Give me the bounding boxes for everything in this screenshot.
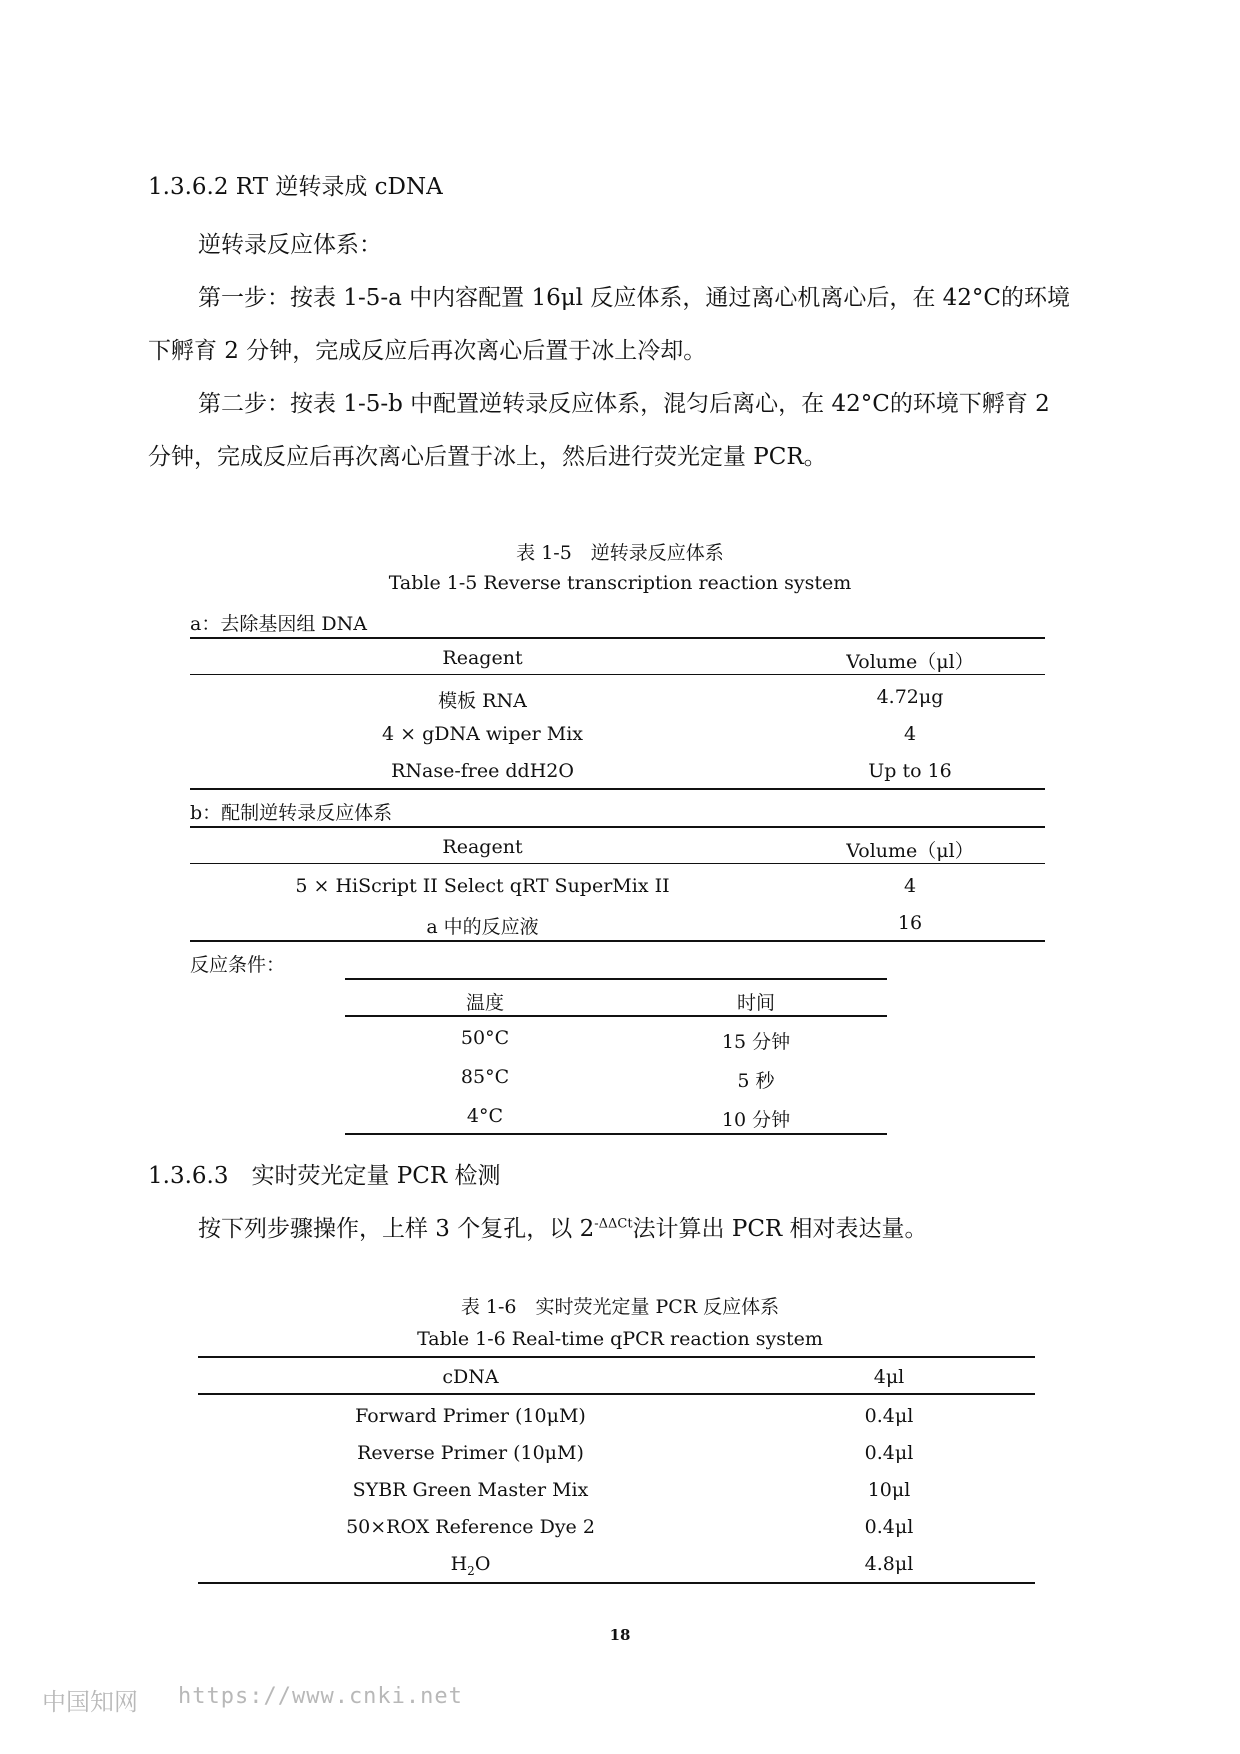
cond-row-time: 10 分钟	[721, 1109, 791, 1131]
reaction-conditions-label: 反应条件：	[190, 954, 286, 976]
paragraph-qpcr-method	[198, 1210, 928, 1243]
page-number: 18	[609, 1626, 631, 1644]
table16-row-volume: 0.4μl	[864, 1405, 914, 1427]
table15-b-bottom-rule	[190, 940, 1045, 942]
table16-row-reagent	[198, 1553, 743, 1578]
table16-row-reagent: Reverse Primer (10μM)	[357, 1442, 584, 1464]
table15-a-row-reagent: 模板 RNA	[438, 690, 527, 712]
table15-a-row-volume: Up to 16	[868, 760, 952, 782]
table15-b-header-volume: Volume（μl）	[846, 840, 974, 862]
table16-row-volume: 0.4μl	[864, 1516, 914, 1538]
h2o-base: H	[450, 1553, 468, 1575]
table15-b-row-reagent: 5 × HiScript II Select qRT SuperMix II	[295, 875, 670, 897]
cond-row-temperature: 85°C	[460, 1066, 510, 1088]
table15-b-row-volume: 16	[897, 912, 923, 934]
cond-row-time: 15 分钟	[721, 1031, 791, 1053]
table16-header-volume: 4μl	[873, 1366, 905, 1388]
paragraph-step1-line2: 下孵育 2 分钟，完成反应后再次离心后置于冰上冷却。	[148, 338, 707, 364]
table15-b-top-rule	[190, 826, 1045, 828]
table15-a-row-reagent: RNase-free ddH2O	[391, 760, 574, 782]
table15-a-top-rule	[190, 637, 1045, 639]
table15-a-header-reagent: Reagent	[442, 647, 523, 669]
table16-row-volume: 4.8μl	[864, 1553, 914, 1575]
watermark-site-name: 中国知网	[42, 1688, 138, 1716]
qpcr-text-superscript: -ΔΔCt	[594, 1216, 633, 1232]
table16-caption-en: Table 1-6 Real-time qPCR reaction system	[417, 1328, 823, 1350]
table15-a-label: a：去除基因组 DNA	[190, 613, 367, 635]
cond-row-temperature: 50°C	[460, 1027, 510, 1049]
table15-b-header-reagent: Reagent	[442, 836, 523, 858]
table16-row-reagent: 50×ROX Reference Dye 2	[346, 1516, 595, 1538]
table15-b-label: b：配制逆转录反应体系	[190, 802, 393, 824]
table15-a-bottom-rule	[190, 788, 1045, 790]
table15-b-header-rule	[190, 863, 1045, 864]
h2o-tail: O	[474, 1553, 491, 1575]
table15-a-header-volume: Volume（μl）	[846, 651, 974, 673]
table16-row-volume: 0.4μl	[864, 1442, 914, 1464]
table16-row-volume: 10μl	[867, 1479, 911, 1501]
table16-header-rule	[198, 1393, 1035, 1395]
table16-top-rule	[198, 1356, 1035, 1358]
cond-row-time: 5 秒	[737, 1070, 775, 1092]
section-heading-qpcr: 1.3.6.3 实时荧光定量 PCR 检测	[148, 1163, 501, 1189]
table16-caption-cn: 表 1-6 实时荧光定量 PCR 反应体系	[460, 1296, 780, 1318]
cond-top-rule	[345, 978, 887, 980]
paragraph-step2-line2: 分钟，完成反应后再次离心后置于冰上，然后进行荧光定量 PCR。	[148, 444, 827, 470]
section-heading-rt: 1.3.6.2 RT 逆转录成 cDNA	[148, 174, 443, 200]
paragraph-intro: 逆转录反应体系：	[198, 232, 382, 258]
table15-caption-cn: 表 1-5 逆转录反应体系	[516, 542, 724, 564]
qpcr-text-after: 法计算出 PCR 相对表达量。	[632, 1216, 928, 1242]
table16-row-reagent: Forward Primer (10μM)	[355, 1405, 586, 1427]
table16-header-reagent: cDNA	[442, 1366, 499, 1388]
cond-bottom-rule	[345, 1133, 887, 1135]
cond-header-temperature: 温度	[465, 992, 504, 1014]
table16-row-reagent: SYBR Green Master Mix	[352, 1479, 589, 1501]
paragraph-step2-line1: 第二步：按表 1-5-b 中配置逆转录反应体系，混匀后离心，在 42°C的环境下孵育 2	[198, 391, 1050, 417]
table15-caption-en: Table 1-5 Reverse transcription reaction system	[388, 572, 852, 594]
cond-header-time: 时间	[736, 992, 775, 1014]
cond-row-temperature: 4°C	[466, 1105, 504, 1127]
paragraph-step1-line1: 第一步：按表 1-5-a 中内容配置 16μl 反应体系，通过离心机离心后，在 42°C的环境	[198, 285, 1071, 311]
h2o-subscript: 2	[467, 1563, 475, 1578]
table15-a-row-volume: 4	[903, 723, 917, 745]
table15-a-row-reagent: 4 × gDNA wiper Mix	[382, 723, 583, 745]
table15-b-row-reagent: a 中的反应液	[426, 916, 539, 938]
cond-header-rule	[345, 1015, 887, 1017]
watermark-url: https://www.cnki.net	[178, 1684, 463, 1709]
qpcr-text-before: 按下列步骤操作，上样 3 个复孔，以 2	[198, 1216, 595, 1242]
table15-b-row-volume: 4	[903, 875, 917, 897]
table16-bottom-rule	[198, 1582, 1035, 1584]
table15-a-header-rule	[190, 674, 1045, 675]
table15-a-row-volume: 4.72μg	[876, 686, 944, 708]
